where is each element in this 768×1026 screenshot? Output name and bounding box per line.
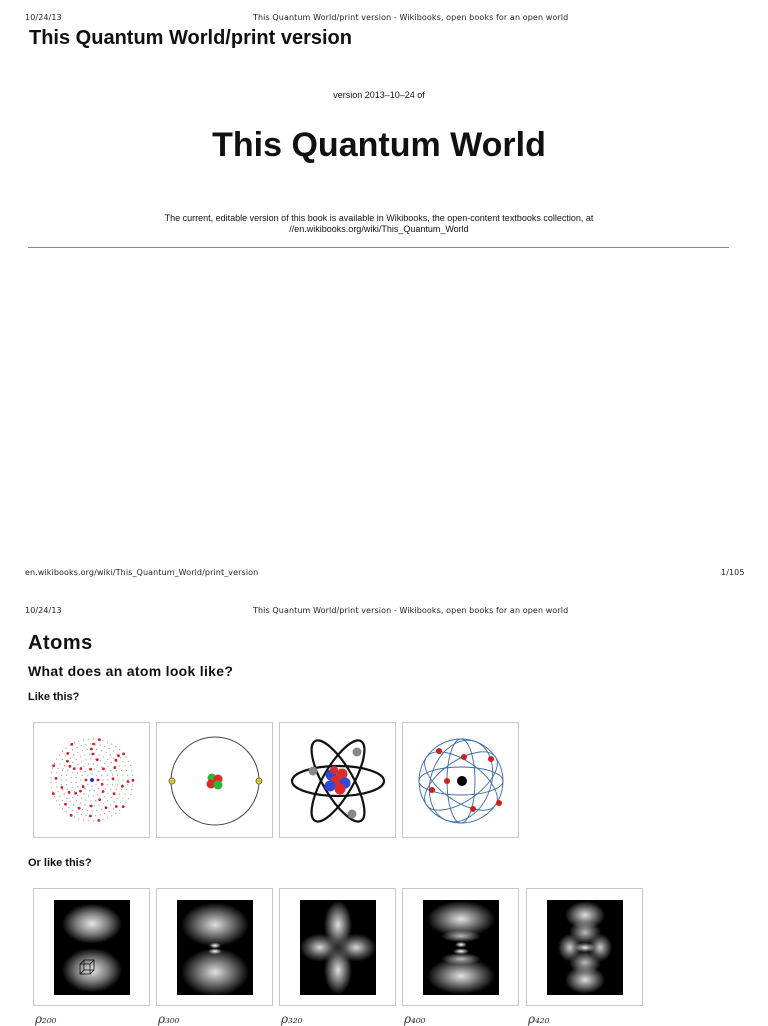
cube-icon <box>54 900 130 995</box>
orbital-density-image <box>177 900 253 995</box>
orbital-image-4[interactable] <box>402 888 519 1006</box>
orbital-image-2[interactable] <box>156 888 273 1006</box>
atom-orbit-symbol[interactable] <box>279 722 396 838</box>
availability-notice <box>0 213 758 235</box>
atom-symbol-icon <box>280 723 395 837</box>
electron-shells-icon <box>34 723 149 837</box>
notice-line-2[interactable]: //en.wikibooks.org/wiki/This_Quantum_World <box>289 224 469 234</box>
orbital-caption-1: ρ₂₀₀ <box>35 1012 57 1026</box>
version-line: version 2013–10–24 of <box>333 90 425 100</box>
wire-sphere-atom-model[interactable] <box>402 722 519 838</box>
orbital-density-image <box>423 900 499 995</box>
notice-line-1: The current, editable version of this book is available in Wikibooks, the open-content textbooks collection, at <box>164 213 594 223</box>
orbital-image-5[interactable] <box>526 888 643 1006</box>
page1-footer-page-number: 1/105 <box>721 568 745 577</box>
section-heading-atoms: Atoms <box>28 632 93 654</box>
orbital-image-3[interactable] <box>279 888 396 1006</box>
page1-header-date: 10/24/13 <box>25 13 62 22</box>
or-like-this-label: Or like this? <box>28 857 92 869</box>
orbital-density-image <box>300 900 376 995</box>
page1-footer-url[interactable]: en.wikibooks.org/wiki/This_Quantum_World/print_version <box>25 568 259 577</box>
subheading-atom-question: What does an atom look like? <box>28 663 234 679</box>
orbital-density-image <box>54 900 130 995</box>
orbital-caption-2: ρ₃₀₀ <box>158 1012 180 1026</box>
electron-shell-dots-diagram[interactable] <box>33 722 150 838</box>
orbital-caption-5: ρ₄₂₀ <box>528 1012 550 1026</box>
page-title: This Quantum World/print version <box>29 27 352 49</box>
page2-header-title: This Quantum World/print version - Wikibooks, open books for an open world <box>253 606 569 615</box>
orbital-density-image <box>547 900 623 995</box>
helium-atom-icon <box>157 723 272 837</box>
page1-header-title: This Quantum World/print version - Wikibooks, open books for an open world <box>253 13 569 22</box>
horizontal-rule <box>28 247 729 248</box>
orbital-caption-3: ρ₃₂₀ <box>281 1012 303 1026</box>
wire-sphere-icon <box>403 723 518 837</box>
like-this-label: Like this? <box>28 691 80 703</box>
orbital-image-1[interactable] <box>33 888 150 1006</box>
orbital-caption-4: ρ₄₀₀ <box>404 1012 426 1026</box>
helium-atom-diagram[interactable] <box>156 722 273 838</box>
book-title: This Quantum World <box>212 126 546 164</box>
page2-header-date: 10/24/13 <box>25 606 62 615</box>
